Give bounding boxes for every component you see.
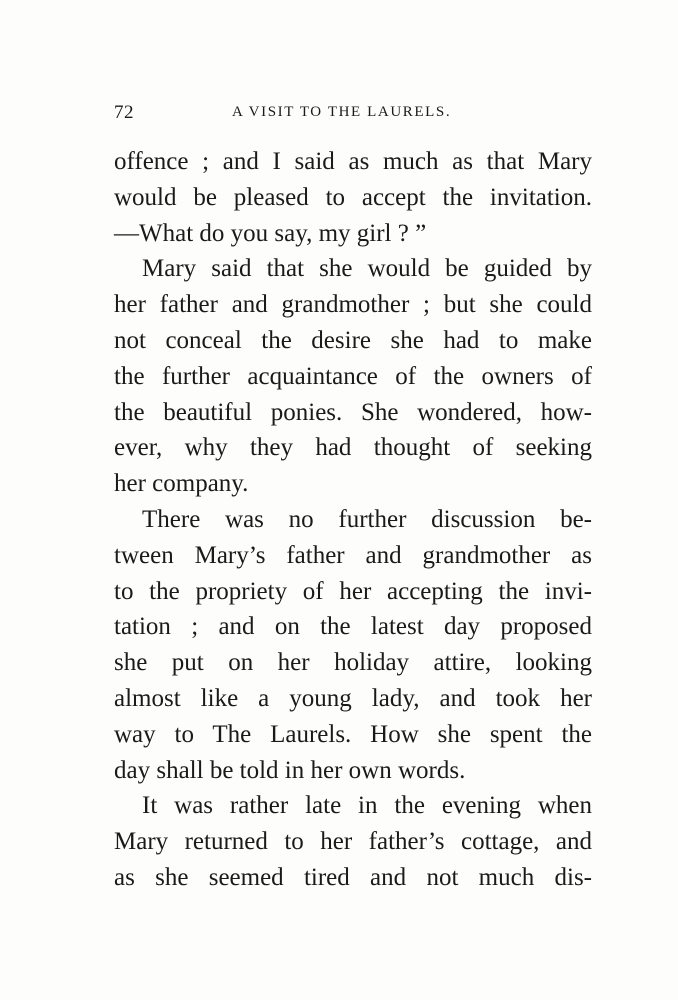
text-line: Mary said that she would be guided by — [142, 255, 592, 283]
running-title: A VISIT TO THE LAURELS. — [232, 104, 452, 120]
text-line: to the propriety of her accepting the invi- — [114, 577, 592, 605]
text-line: offence ; and I said as much as that Mary — [114, 148, 592, 175]
text-line: the beautiful ponies. She wondered, how- — [114, 398, 592, 426]
text-line: Mary returned to her father’s cottage, and — [114, 828, 592, 856]
text-line: her father and grandmother ; but she could — [114, 291, 592, 319]
text-line: day shall be told in her own words. — [114, 756, 466, 784]
text-line: almost like a young lady, and took her — [114, 684, 592, 712]
text-line: not conceal the desire she had to make — [114, 326, 592, 354]
text-line: tation ; and on the latest day proposed — [114, 613, 592, 641]
text-line: tween Mary’s father and grandmother as — [114, 541, 592, 569]
text-line: her company. — [114, 470, 249, 498]
text-line: There was no further discussion be- — [142, 505, 592, 533]
text-line: she put on her holiday attire, looking — [114, 649, 592, 677]
page-header — [114, 102, 584, 130]
text-line: way to The Laurels. How she spent the — [114, 720, 592, 748]
body-text — [114, 144, 592, 896]
text-line: It was rather late in the evening when — [142, 792, 592, 820]
text-line: would be pleased to accept the invitation. — [114, 183, 592, 211]
text-line: as she seemed tired and not much dis- — [114, 863, 592, 891]
text-line: the further acquaintance of the owners of — [114, 362, 592, 390]
text-line: —What do you say, my girl ? ” — [114, 219, 427, 247]
text-line: ever, why they had thought of seeking — [114, 434, 592, 462]
page-number: 72 — [114, 102, 134, 123]
